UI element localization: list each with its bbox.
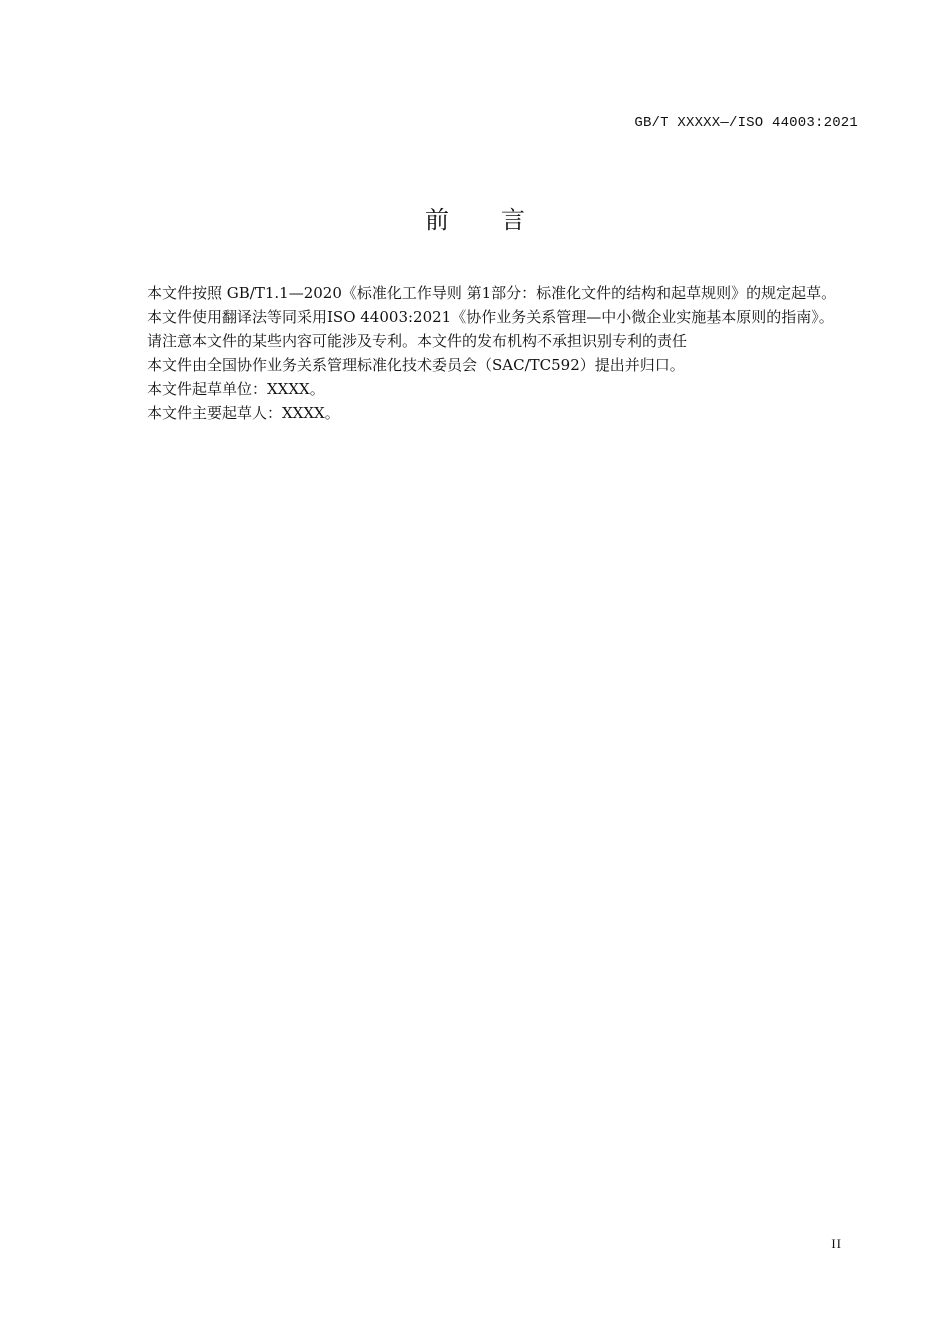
title-char-2: 言 bbox=[501, 206, 525, 234]
paragraph-drafting-unit: 本文件起草单位：XXXX。 bbox=[147, 380, 325, 398]
page-title bbox=[0, 200, 950, 235]
title-char-1: 前 bbox=[425, 206, 449, 234]
paragraph-drafting-rules: 本文件按照 GB/T1.1—2020《标准化工作导则 第1部分：标准化文件的结构和起草规则》的规定起草。 bbox=[147, 284, 837, 302]
foreword-body bbox=[114, 281, 860, 425]
page-number: II bbox=[831, 1236, 842, 1251]
standard-number-header: GB/T XXXXX—/ISO 44003:2021 bbox=[634, 115, 858, 131]
paragraph-committee: 本文件由全国协作业务关系管理标准化技术委员会（SAC/TC592）提出并归口。 bbox=[147, 356, 685, 374]
paragraph-drafters: 本文件主要起草人：XXXX。 bbox=[147, 404, 340, 422]
paragraph-adoption: 本文件使用翻译法等同采用ISO 44003:2021《协作业务关系管理—中小微企业实施基本原则的指南》。 bbox=[147, 308, 834, 326]
paragraph-patent-notice: 请注意本文件的某些内容可能涉及专利。本文件的发布机构不承担识别专利的责任 bbox=[147, 332, 688, 350]
